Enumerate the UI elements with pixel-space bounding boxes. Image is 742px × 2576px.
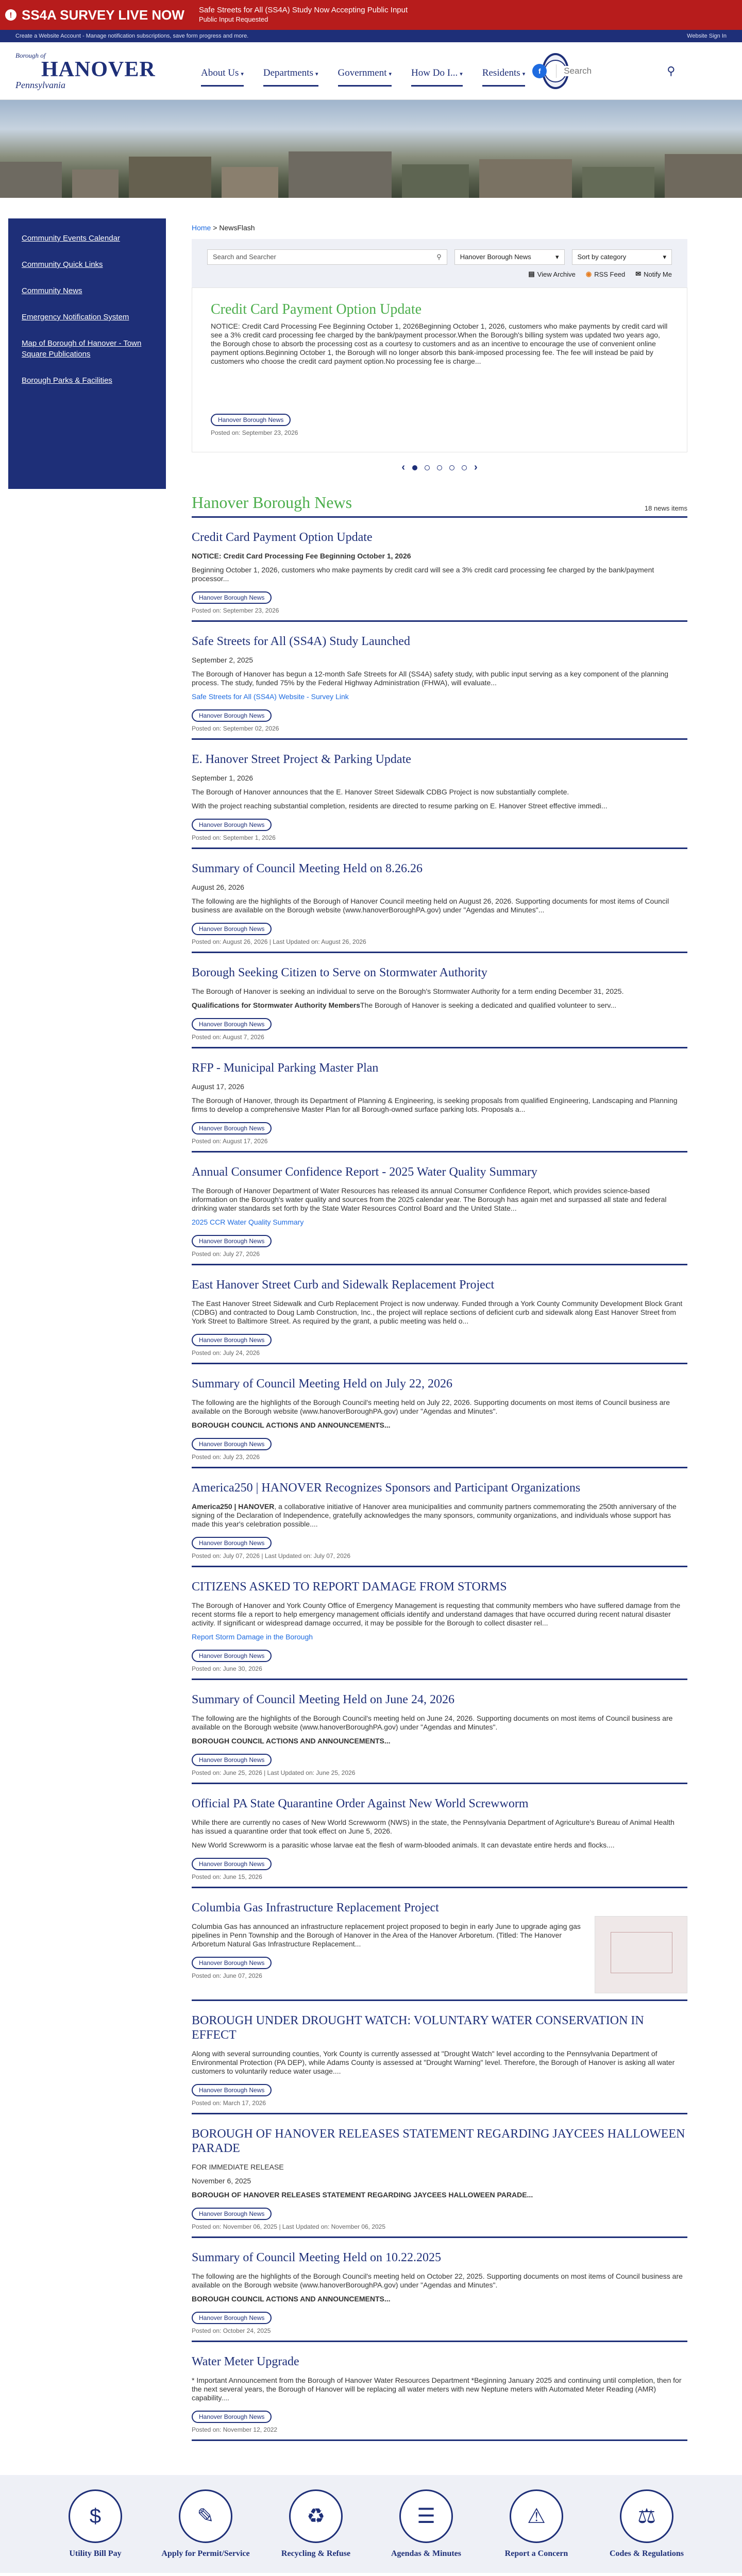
news-item (192, 1048, 687, 1153)
featured-news (192, 287, 687, 452)
chevron-right-icon[interactable]: › (474, 462, 478, 473)
news-item-link-para (192, 1633, 687, 1641)
news-item-title[interactable]: Official PA State Quarantine Order Against New World Screwworm (192, 1797, 529, 1810)
posted-date: Posted on: November 12, 2022 (192, 2426, 278, 2433)
news-item-text-span: The Borough of Hanover, through its Department of Planning & Engineering, is seeking proposals from qualified Engineering, Landscaping and Planning firms to develop a comprehensive Master Plan for all Borough-owned surface parking lots. Proposals a... (192, 1096, 678, 1113)
sidebar-item[interactable]: Map of Borough of Hanover - Town Square Publications (22, 339, 142, 359)
view-archive-link[interactable] (528, 270, 575, 278)
quick-link-label: Codes & Regulations (609, 2549, 684, 2558)
chevron-down-icon: ▾ (555, 253, 559, 261)
news-item (192, 1888, 687, 2001)
category-tag[interactable]: Hanover Borough News (192, 1018, 272, 1030)
alert-banner[interactable] (0, 0, 742, 30)
news-list-header (192, 493, 687, 518)
news-item-link-para (192, 1218, 687, 1227)
nav-item-government[interactable] (338, 55, 392, 87)
news-item-body (192, 656, 687, 701)
news-item-paragraph (192, 2272, 687, 2290)
search-input[interactable] (564, 66, 667, 76)
news-item-body (192, 1922, 584, 1948)
news-item-body (192, 552, 687, 583)
category-tag[interactable]: Hanover Borough News (192, 1858, 272, 1870)
news-item-text-span: Beginning October 1, 2026, customers who make payments by credit card will see a 3% credit card processing fee charged by the bank/payment processor... (192, 566, 654, 583)
news-item (192, 1468, 687, 1567)
posted-date: Posted on: July 27, 2026 (192, 1250, 260, 1258)
quick-links-bar (0, 2475, 742, 2573)
site-header (0, 42, 742, 100)
carousel-pager (192, 462, 687, 473)
posted-date: Posted on: July 23, 2026 (192, 1453, 260, 1461)
posted-date: Posted on: September 23, 2026 (211, 429, 298, 436)
chevron-down-icon: ▾ (389, 71, 392, 77)
category-tag[interactable]: Hanover Borough News (192, 1122, 272, 1134)
quick-link-apply-for-permit-service[interactable] (161, 2489, 250, 2558)
chevron-down-icon: ▾ (522, 71, 526, 77)
news-item-title[interactable]: Water Meter Upgrade (192, 2355, 299, 2368)
news-count: 18 news items (644, 504, 687, 512)
news-item-paragraph (192, 802, 687, 810)
posted-date: Posted on: November 06, 2025 | Last Updated on: November 06, 2025 (192, 2223, 386, 2230)
site-logo[interactable] (15, 52, 180, 90)
news-item-paragraph (192, 1187, 687, 1213)
posted-date: Posted on: September 1, 2026 (192, 834, 276, 841)
news-item-text-span: August 17, 2026 (192, 1082, 244, 1091)
quick-link-recycling-refuse[interactable] (277, 2489, 355, 2558)
news-item-paragraph (192, 2177, 687, 2185)
news-item-body (192, 1299, 687, 1326)
view-archive-label: View Archive (537, 270, 576, 278)
quick-link-utility-bill-pay[interactable] (57, 2489, 134, 2558)
news-item (192, 1364, 687, 1468)
search-icon[interactable]: ⚲ (436, 253, 442, 261)
news-item-text-span: November 6, 2025 (192, 2177, 251, 2185)
news-item-text-span: Columbia Gas has announced an infrastructure replacement project proposed to begin in early June to upgrade aging gas pipelines in Penn Township and the Borough of Hanover in the Area of the Hanover Arboretum. (Titled: The Hanover Arboretum Natural Gas Infrastructure Replacement... (192, 1922, 581, 1948)
news-item-paragraph (192, 566, 687, 583)
chevron-down-icon: ▾ (241, 71, 244, 77)
news-item (192, 849, 687, 953)
rss-icon: ◉ (585, 270, 592, 278)
news-item-body (192, 1502, 687, 1529)
category-tag[interactable]: Hanover Borough News (192, 2411, 272, 2423)
news-item-text-span: Along with several surrounding counties, York County is currently assessed at "Drought Watch" level according to the Pennsylvania Department of Environmental Protection (PA DEP), while Adams County is assessed at "Drought Warning" level. Therefore, the Borough of Hanover is asking all water customers to voluntarily reduce water usage.... (192, 2049, 675, 2075)
news-item-paragraph (192, 883, 687, 892)
quick-link-icon: ✎ (179, 2489, 232, 2543)
news-item-paragraph (192, 774, 687, 783)
alert-message[interactable] (199, 6, 408, 24)
main-content (192, 218, 687, 2441)
posted-date: Posted on: June 07, 2026 (192, 1972, 262, 1979)
news-item-text (192, 1901, 584, 1993)
news-item-bold: NOTICE: Credit Card Processing Fee Beginning October 1, 2026 (192, 552, 411, 560)
category-tag[interactable]: Hanover Borough News (192, 1957, 272, 1969)
sidebar-item[interactable]: Community News (22, 286, 82, 295)
quick-link-label: Report a Concern (504, 2549, 568, 2558)
news-item (192, 1265, 687, 1364)
news-item-text-span: The Borough of Hanover and York County Office of Emergency Management is requesting that community members who have suffered damage from the recent storms file a report to help emergency management officials identify and understand damages that have occurred during recent natural disaster activity. If significant or widespread damage occurred, it may be possible for the Borough to collect disaster rel... (192, 1601, 681, 1627)
chevron-left-icon[interactable]: ‹ (401, 462, 405, 473)
posted-date: Posted on: August 26, 2026 | Last Updated on: August 26, 2026 (192, 938, 366, 945)
sidebar (8, 218, 166, 489)
news-item-paragraph (192, 656, 687, 665)
nav-item-label: Residents (482, 67, 520, 78)
news-item-body (192, 1601, 687, 1641)
news-item-paragraph (192, 1001, 687, 1010)
quick-link-label: Agendas & Minutes (391, 2549, 461, 2558)
news-item-text-span: , a collaborative initiative of Hanover area municipalities and community partners commemorating the 250th anniversary of the signing of the Declaration of Independence, gratefully acknowledges the many sponsors, community organizations, and individuals whose support has made this year's celebration possible.... (192, 1502, 677, 1528)
news-item-text-span: While there are currently no cases of New World Screwworm (NWS) in the state, the Pennsylvania Department of Agriculture's Bureau of Animal Health has issued a quarantine order that took effect on June 5, 2026. (192, 1818, 674, 1835)
notify-label: Notify Me (644, 270, 672, 278)
news-item-text-span: New World Screwworm is a parasitic whose larvae eat the flesh of warm-blooded animals. It can devastate entire herds and flocks.... (192, 1841, 615, 1849)
category-value: Hanover Borough News (460, 253, 531, 261)
quick-link-agendas-minutes[interactable] (387, 2489, 465, 2558)
category-tag[interactable]: Hanover Borough News (211, 414, 291, 426)
news-search-input[interactable] (207, 249, 447, 265)
category-select[interactable] (454, 249, 565, 265)
news-item-paragraph (192, 1398, 687, 1416)
category-tag[interactable]: Hanover Borough News (192, 1334, 272, 1346)
notify-me-link[interactable] (635, 270, 672, 278)
news-item-paragraph (192, 2191, 687, 2199)
rss-label: RSS Feed (594, 270, 626, 278)
carousel-dot[interactable] (449, 465, 454, 470)
news-item-title[interactable]: Borough Seeking Citizen to Serve on Stormwater Authority (192, 966, 487, 979)
news-item (192, 2238, 687, 2342)
category-tag[interactable]: Hanover Borough News (192, 1235, 272, 1247)
nav-item-departments[interactable] (263, 55, 318, 87)
utility-bar (0, 30, 742, 42)
news-item-text-span: The Borough of Hanover has begun a 12-month Safe Streets for All (SS4A) safety study, with public input serving as a key component of the planning process. The study, funded 75% by the Federal Highway Administration (FHWA), will evaluate... (192, 670, 669, 687)
archive-icon: ▤ (528, 270, 535, 278)
news-item-paragraph (192, 552, 687, 561)
sidebar-item[interactable]: Community Quick Links (22, 260, 103, 269)
nav-item-label: Government (338, 67, 387, 78)
news-item-map-image[interactable] (595, 1916, 687, 1993)
news-item-body (192, 1398, 687, 1430)
nav-item-residents[interactable] (482, 55, 525, 87)
news-item-bold: BOROUGH OF HANOVER RELEASES STATEMENT REGARDING JAYCEES HALLOWEEN PARADE... (192, 2191, 533, 2199)
news-item-paragraph (192, 987, 687, 996)
news-item-paragraph (192, 1096, 687, 1114)
news-item-body (192, 2049, 687, 2076)
news-item-text-span: * Important Announcement from the Borough of Hanover Water Resources Department *Beginning January 2025 and continuing until completion, then for the next several years, the Borough of Hanover will be replacing all water meters with new Neptune meters with Automated Meter Reading (AMR) capability.... (192, 2376, 682, 2402)
news-item-bold: Qualifications for Stormwater Authority Members (192, 1001, 360, 1009)
news-item-title[interactable]: Annual Consumer Confidence Report - 2025 Water Quality Summary (192, 1165, 537, 1179)
news-item-title[interactable]: Summary of Council Meeting Held on 8.26.26 (192, 862, 423, 875)
category-tag[interactable]: Hanover Borough News (192, 2084, 272, 2096)
search-box (556, 64, 685, 78)
news-item (192, 1153, 687, 1265)
news-item-text-span: The Borough of Hanover is seeking an individual to serve on the Borough's Stormwater Authority for a term ending December 31, 2025. (192, 987, 624, 995)
news-item-link[interactable]: Report Storm Damage in the Borough (192, 1633, 313, 1641)
news-item-title[interactable]: Credit Card Payment Option Update (192, 531, 373, 544)
news-item-paragraph (192, 2049, 687, 2076)
site-footer (0, 2573, 742, 2576)
news-item-title[interactable]: Safe Streets for All (SS4A) Study Launched (192, 635, 410, 648)
sort-select[interactable] (572, 249, 672, 265)
sort-value: Sort by category (577, 253, 627, 261)
news-item-link[interactable]: Safe Streets for All (SS4A) Website - Survey Link (192, 692, 349, 701)
alert-subline: Public Input Requested (198, 15, 268, 23)
category-tag[interactable]: Hanover Borough News (192, 923, 272, 935)
quick-link-label: Utility Bill Pay (69, 2549, 122, 2558)
news-item-body (192, 883, 687, 914)
rss-feed-link[interactable] (586, 270, 625, 278)
news-item-text-span: The East Hanover Street Sidewalk and Curb Replacement Project is now underway. Funded through a York County Community Development Block Grant (CDBG) and contracted to Doug Lamb Construction, Inc., the project will replace sections of deficient curb and sidewalk along East Hanover Street from York Street to Baltimore Street. As required by the grant, a public meeting was held o... (192, 1299, 683, 1325)
posted-date: Posted on: August 17, 2026 (192, 1138, 268, 1145)
news-item (192, 1567, 687, 1680)
category-tag[interactable]: Hanover Borough News (192, 1438, 272, 1450)
news-item (192, 622, 687, 740)
posted-date: Posted on: July 24, 2026 (192, 1349, 260, 1357)
news-item-paragraph (192, 788, 687, 796)
quick-link-icon: $ (69, 2489, 122, 2543)
carousel-dot[interactable] (462, 465, 467, 470)
news-item (192, 518, 687, 622)
posted-date: Posted on: March 17, 2026 (192, 2099, 266, 2107)
news-item (192, 953, 687, 1048)
news-item (192, 2001, 687, 2114)
quick-link-label: Recycling & Refuse (281, 2549, 351, 2558)
news-item-body (192, 1818, 687, 1850)
news-search-placeholder: Search and Searcher (213, 253, 276, 261)
news-item-title[interactable]: BOROUGH OF HANOVER RELEASES STATEMENT REGARDING JAYCEES HALLOWEEN PARADE (192, 2127, 685, 2155)
envelope-icon: ✉ (635, 270, 642, 278)
nav-item-how-do-i[interactable] (411, 55, 463, 87)
carousel-dot[interactable] (425, 465, 430, 470)
news-item-body (192, 2272, 687, 2303)
news-item-link-para (192, 692, 687, 701)
news-item-bold: BOROUGH COUNCIL ACTIONS AND ANNOUNCEMENTS... (192, 1421, 391, 1429)
news-item-paragraph (192, 1841, 687, 1850)
news-controls (192, 239, 687, 287)
news-item-bold: BOROUGH COUNCIL ACTIONS AND ANNOUNCEMENTS... (192, 1737, 391, 1745)
main-nav (201, 55, 525, 87)
news-item-paragraph (192, 1502, 687, 1529)
news-item-title[interactable]: E. Hanover Street Project & Parking Update (192, 753, 411, 766)
create-account-link[interactable]: Create a Website Account - Manage notification subscriptions, save form progress and more. (15, 33, 249, 39)
news-item-title[interactable]: Columbia Gas Infrastructure Replacement Project (192, 1901, 439, 1914)
nav-item-label: Departments (263, 67, 313, 78)
news-item-title[interactable]: Summary of Council Meeting Held on July 22, 2026 (192, 1377, 452, 1391)
news-item-body (192, 774, 687, 810)
facebook-icon[interactable]: f (532, 64, 547, 78)
news-item-title[interactable]: BOROUGH UNDER DROUGHT WATCH: VOLUNTARY WATER CONSERVATION IN EFFECT (192, 2014, 644, 2042)
news-item (192, 1784, 687, 1888)
news-item-body (192, 987, 687, 1010)
quick-link-label: Apply for Permit/Service (161, 2549, 250, 2558)
news-item-paragraph (192, 1299, 687, 1326)
chevron-down-icon: ▾ (663, 253, 666, 261)
news-item-body (192, 1082, 687, 1114)
category-tag[interactable]: Hanover Borough News (192, 2208, 272, 2220)
news-item-title[interactable]: East Hanover Street Curb and Sidewalk Replacement Project (192, 1278, 495, 1292)
quick-link-icon: ♻ (289, 2489, 343, 2543)
posted-date: Posted on: July 07, 2026 | Last Updated on: July 07, 2026 (192, 1552, 350, 1560)
news-list (192, 518, 687, 2441)
news-item-paragraph (192, 670, 687, 687)
category-tag[interactable]: Hanover Borough News (192, 709, 272, 722)
news-item-title[interactable]: Summary of Council Meeting Held on June 24, 2026 (192, 1693, 454, 1706)
category-tag[interactable]: Hanover Borough News (192, 1650, 272, 1662)
news-item-paragraph (192, 1421, 687, 1430)
news-item-paragraph (192, 2163, 687, 2172)
news-item-text-span: The following are the highlights of the Borough Council's meeting held on October 22, 2025. Supporting documents on most items of Council business are available on the Borough website (www.hanoverBoroughPA.gov) under "Agendas and Minutes". (192, 2272, 683, 2289)
nav-item-about-us[interactable] (201, 55, 244, 87)
breadcrumb-current: NewsFlash (219, 224, 255, 232)
category-tag[interactable]: Hanover Borough News (192, 2312, 272, 2324)
news-item-paragraph (192, 2376, 687, 2402)
featured-text: NOTICE: Credit Card Processing Fee Beginning October 1, 2026Beginning October 1, 2026, customers who make payments by credit card will see a 3% credit card processing fee charged by the bank/payment processor.When the Borough's billing system was updated two years ago, the Borough chose to absorb the processing cost as a courtesy to customers and as an incentive to encourage the use of convenient online payment options.Beginning October 1, the Borough will no longer absorb this bank-imposed processing fee. The fee will instead be paid by customers who choose the credit card payment option.No processing fee is charge... (211, 322, 668, 365)
news-item-bold: America250 | HANOVER (192, 1502, 275, 1511)
posted-date: Posted on: June 15, 2026 (192, 1873, 262, 1880)
sidebar-item[interactable]: Borough Parks & Facilities (22, 376, 112, 385)
news-item-title[interactable]: RFP - Municipal Parking Master Plan (192, 1061, 379, 1075)
news-list-title: Hanover Borough News (192, 493, 352, 512)
sidebar-item[interactable]: Community Events Calendar (22, 234, 120, 243)
news-item-text-span: With the project reaching substantial completion, residents are directed to resume parking on E. Hanover Street effective immedi... (192, 802, 608, 810)
quick-link-icon: ⚠ (510, 2489, 563, 2543)
news-item-text-span: The following are the highlights of the Borough Council's meeting held on July 22, 2026. Supporting documents on most items of Council business are available on the Borough website (www.hanoverBoroughPA.gov) under "Agendas and Minutes". (192, 1398, 670, 1415)
category-tag[interactable]: Hanover Borough News (192, 1537, 272, 1549)
chevron-down-icon: ▾ (315, 71, 318, 77)
quick-link-icon: ☰ (399, 2489, 453, 2543)
news-item-title[interactable]: Summary of Council Meeting Held on 10.22.2025 (192, 2251, 441, 2264)
category-tag[interactable]: Hanover Borough News (192, 591, 272, 604)
news-item-body (192, 2163, 687, 2199)
news-item-text-span: FOR IMMEDIATE RELEASE (192, 2163, 284, 2171)
news-item-link[interactable]: 2025 CCR Water Quality Summary (192, 1218, 304, 1226)
news-item-paragraph (192, 1922, 584, 1948)
featured-title[interactable]: Credit Card Payment Option Update (211, 301, 422, 317)
news-item-title[interactable]: CITIZENS ASKED TO REPORT DAMAGE FROM STORMS (192, 1580, 507, 1594)
logo-top: Borough of (15, 52, 46, 59)
posted-date: Posted on: September 02, 2026 (192, 725, 279, 732)
quick-link-codes-regulations[interactable] (608, 2489, 685, 2558)
news-item (192, 1680, 687, 1784)
news-item-text-span: The Borough of Hanover is seeking a dedicated and qualified volunteer to serv... (360, 1001, 617, 1009)
quick-link-report-a-concern[interactable] (498, 2489, 575, 2558)
news-item-paragraph (192, 1601, 687, 1628)
news-item-text-span: The Borough of Hanover announces that the E. Hanover Street Sidewalk CDBG Project is now substantially complete. (192, 788, 569, 796)
chevron-down-icon: ▾ (460, 71, 463, 77)
category-tag[interactable]: Hanover Borough News (192, 1754, 272, 1766)
news-item-text-span: September 1, 2026 (192, 774, 254, 782)
posted-date: Posted on: October 24, 2025 (192, 2327, 271, 2334)
alert-title: SS4A SURVEY LIVE NOW (22, 7, 184, 23)
news-item (192, 2342, 687, 2441)
sign-in-link[interactable]: Website Sign In (687, 33, 727, 39)
posted-date: Posted on: August 7, 2026 (192, 1033, 264, 1041)
breadcrumb: Home > NewsFlash (192, 224, 255, 232)
news-item (192, 2114, 687, 2238)
carousel-dot[interactable] (412, 465, 417, 470)
alert-line: Safe Streets for All (SS4A) Study Now Accepting Public Input (198, 6, 408, 14)
breadcrumb-home[interactable]: Home (192, 224, 211, 232)
news-item-text-span: The Borough of Hanover Department of Water Resources has released its annual Consumer Confidence Report, which provides science-based information on the Borough's water quality and sources from the 2025 calendar year. The Borough has again met and surpassed all state and federal drinking water standards set forth by the State Water Resources Control Board and the United State... (192, 1187, 667, 1212)
news-item-body (192, 1187, 687, 1227)
sidebar-item[interactable]: Emergency Notification System (22, 313, 129, 321)
news-item-text-span: The following are the highlights of the Borough Council's meeting held on June 24, 2026. Supporting documents on most items of Council business are available on the Borough website (www.hanoverBoroughPA.gov) under "Agendas and Minutes". (192, 1714, 673, 1731)
nav-item-label: How Do I... (411, 67, 458, 78)
logo-bottom: Pennsylvania (15, 80, 65, 90)
news-item-paragraph (192, 1714, 687, 1732)
posted-date: Posted on: June 25, 2026 | Last Updated on: June 25, 2026 (192, 1769, 356, 1776)
alert-icon: ! (5, 9, 16, 21)
search-icon[interactable]: ⚲ (667, 64, 676, 77)
news-item-text-span: September 2, 2025 (192, 656, 254, 664)
posted-date: Posted on: June 30, 2026 (192, 1665, 262, 1672)
news-item-body (192, 1714, 687, 1745)
news-item-text-span: The following are the highlights of the Borough of Hanover Council meeting held on August 26, 2026. Supporting documents for most items of Council business are available on the Borough website (www.hanoverBoroughPA.gov) under "Agendas and Minutes"... (192, 897, 669, 914)
carousel-dot[interactable] (437, 465, 442, 470)
news-item-paragraph (192, 1818, 687, 1836)
hero-banner (0, 100, 742, 198)
news-item-body (192, 2376, 687, 2402)
news-item-paragraph (192, 897, 687, 914)
category-tag[interactable]: Hanover Borough News (192, 819, 272, 831)
posted-date: Posted on: September 23, 2026 (192, 607, 279, 614)
news-item-title[interactable]: America250 | HANOVER Recognizes Sponsors and Participant Organizations (192, 1481, 581, 1495)
nav-item-label: About Us (201, 67, 239, 78)
news-item-text-span: August 26, 2026 (192, 883, 244, 891)
news-item-paragraph (192, 2295, 687, 2303)
logo-main: HANOVER (41, 58, 156, 81)
news-item-paragraph (192, 1737, 687, 1745)
news-item-paragraph (192, 1082, 687, 1091)
news-item-bold: BOROUGH COUNCIL ACTIONS AND ANNOUNCEMENTS... (192, 2295, 391, 2303)
quick-link-icon: ⚖ (620, 2489, 673, 2543)
news-item (192, 740, 687, 849)
